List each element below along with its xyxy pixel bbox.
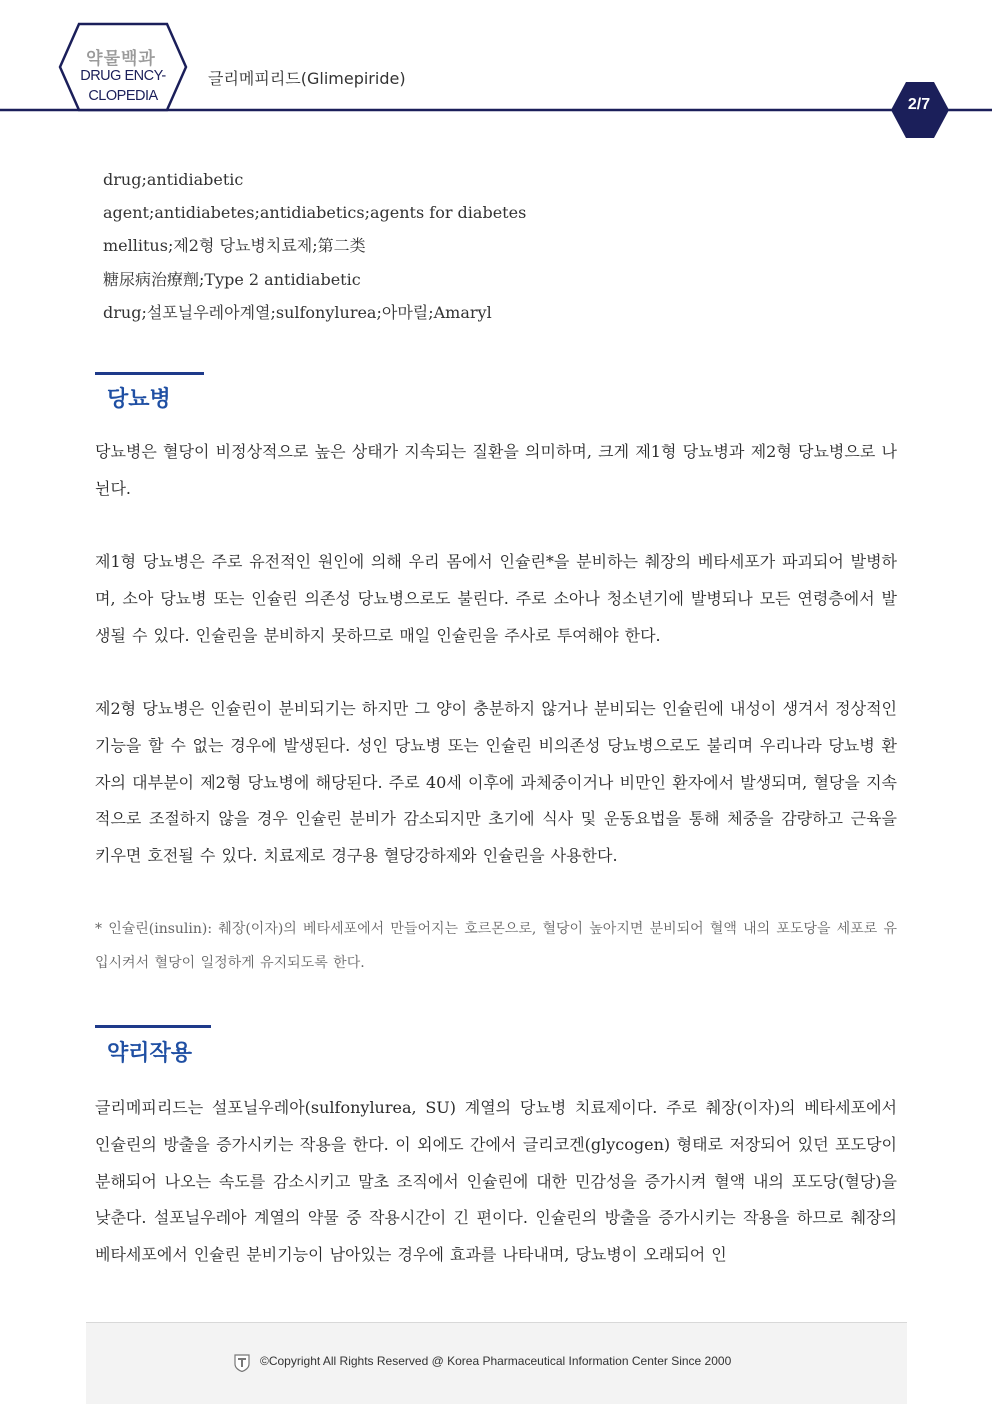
brand-english-line1: DRUG ENCY-	[80, 68, 166, 84]
brand-korean: 약물백과	[86, 49, 156, 69]
paragraph-type1-diabetes: 제1형 당뇨병은 주로 유전적인 원인에 의해 우리 몸에서 인슐린*을 분비하는 췌장의 베타세포가 파괴되어 발병하며, 소아 당뇨병 또는 인슐린 의존성 당뇨병으로도 불린다. 주로 소아나 청소년기에 발병되나 모든 연령층에서 발생될 수 있다. 인슐린을 분비하지 못하므로 매일 인슐린을 주사로 투여해야 한다.	[95, 552, 897, 645]
kpic-shield-icon	[234, 1354, 250, 1372]
footnote-insulin: * 인슐린(insulin): 췌장(이자)의 베타세포에서 만들어지는 호르몬으로, 혈당이 높아지면 분비되어 혈액 내의 포도당을 세포로 유입시켜서 혈당이 일정하게 유지되도록 한다.	[95, 921, 897, 971]
paragraph-diabetes-overview: 당뇨병은 혈당이 비정상적으로 높은 상태가 지속되는 질환을 의미하며, 크게 제1형 당뇨병과 제2형 당뇨병으로 나뉜다.	[95, 442, 897, 498]
keyword-line: mellitus;제2형 당뇨병치료제;第二类	[103, 236, 366, 256]
page-indicator: 2/7	[907, 96, 931, 113]
document-title: 글리메피리드(Glimepiride)	[208, 69, 406, 88]
section-heading-diabetes: 당뇨병	[107, 387, 171, 412]
keyword-line: drug;antidiabetic	[103, 170, 244, 189]
keyword-line: agent;antidiabetes;antidiabetics;agents for diabetes	[103, 203, 527, 223]
keyword-line: drug;설포닐우레아계열;sulfonylurea;아마릴;Amaryl	[103, 302, 492, 322]
page-header	[0, 0, 992, 140]
footer-copyright: ©Copyright All Rights Reserved @ Korea Pharmaceutical Information Center Since 2000	[260, 1354, 732, 1368]
section-heading-pharmacology: 약리작용	[107, 1041, 193, 1066]
paragraph-type2-diabetes: 제2형 당뇨병은 인슐린이 분비되기는 하지만 그 양이 충분하지 않거나 분비되는 인슐린에 내성이 생겨서 정상적인 기능을 할 수 없는 경우에 발생된다. 성인 당뇨병 또는 인슐린 비의존성 당뇨병으로도 불리며 우리나라 당뇨병 환자의 대부분이 제2형 당뇨병에 해당된다. 주로 40세 이후에 과체중이거나 비만인 환자에서 발생되며, 혈당을 지속적으로 조절하지 않을 경우 인슐린 분비가 감소되지만 초기에 식사 및 운동요법을 통해 체중을 감량하고 근육을 키우면 호전될 수 있다. 치료제로 경구용 혈당강하제와 인슐린을 사용한다.	[95, 699, 897, 866]
keyword-list	[103, 163, 527, 329]
paragraph-pharmacology: 글리메피리드는 설포닐우레아(sulfonylurea, SU) 계열의 당뇨병 치료제이다. 주로 췌장(이자)의 베타세포에서 인슐린의 방출을 증가시키는 작용을 한다. 이 외에도 간에서 글리코겐(glycogen) 형태로 저장되어 있던 포도당이 분해되어 나오는 속도를 감소시키고 말초 조직에서 인슐린에 대한 민감성을 증가시켜 혈액 내의 포도당(혈당)을 낮춘다. 설포닐우레아 계열의 약물 중 작용시간이 긴 편이다. 인슐린의 방출을 증가시키는 작용을 하므로 췌장의 베타세포에서 인슐린 분비기능이 남아있는 경우에 효과를 나타내며, 당뇨병이 오래되어 인	[95, 1098, 897, 1265]
page-footer	[86, 1322, 907, 1404]
section-rule-diabetes	[95, 372, 204, 375]
keyword-line: 糖尿病治療劑;Type 2 antidiabetic	[103, 269, 361, 289]
brand-english-line2: CLOPEDIA	[88, 88, 158, 104]
section-rule-pharmacology	[95, 1025, 211, 1028]
